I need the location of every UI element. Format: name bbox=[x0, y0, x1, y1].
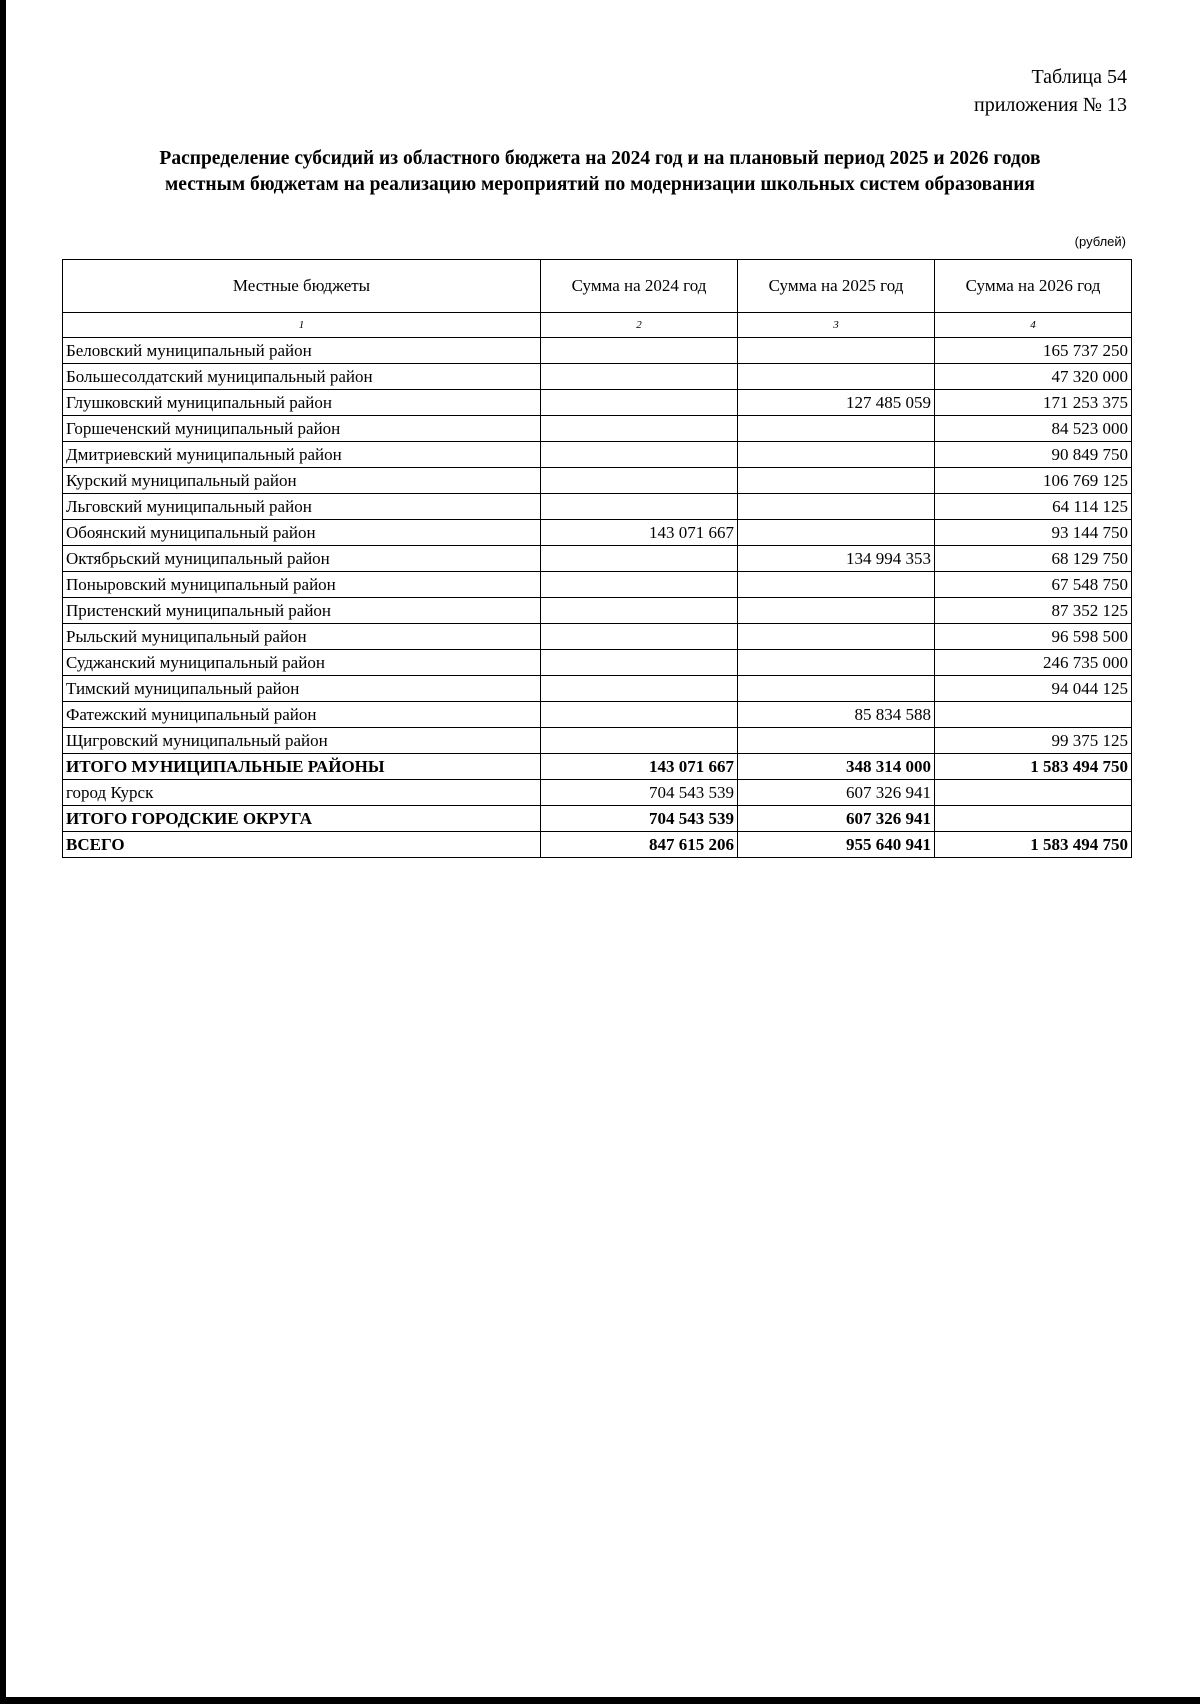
amount-cell-2025 bbox=[738, 728, 935, 754]
budget-name-cell: Суджанский муниципальный район bbox=[63, 650, 541, 676]
amount-cell-2024 bbox=[541, 468, 738, 494]
column-header: Сумма на 2024 год bbox=[541, 260, 738, 313]
table-row bbox=[63, 572, 1132, 598]
amount-cell-2025 bbox=[738, 468, 935, 494]
amount-cell-2026: 246 735 000 bbox=[935, 650, 1132, 676]
amount-cell-2026: 84 523 000 bbox=[935, 416, 1132, 442]
amount-cell-2026: 165 737 250 bbox=[935, 338, 1132, 364]
budget-name-cell: Глушковский муниципальный район bbox=[63, 390, 541, 416]
table-body bbox=[63, 338, 1132, 858]
budget-name-cell: Пристенский муниципальный район bbox=[63, 598, 541, 624]
budget-name-cell: Щигровский муниципальный район bbox=[63, 728, 541, 754]
table-row bbox=[63, 494, 1132, 520]
table-row bbox=[63, 442, 1132, 468]
amount-cell-2026: 106 769 125 bbox=[935, 468, 1132, 494]
amount-cell-2024 bbox=[541, 624, 738, 650]
title-line-1: Распределение субсидий из областного бюджета на 2024 год и на плановый период 2025 и 2026 годов bbox=[159, 148, 1041, 169]
title-line-2: местным бюджетам на реализацию мероприятий по модернизации школьных систем образования bbox=[165, 174, 1035, 195]
amount-cell-2026: 67 548 750 bbox=[935, 572, 1132, 598]
budget-name-cell: Беловский муниципальный район bbox=[63, 338, 541, 364]
amount-cell-2026: 99 375 125 bbox=[935, 728, 1132, 754]
amount-cell-2024 bbox=[541, 494, 738, 520]
amount-cell-2024 bbox=[541, 390, 738, 416]
appendix-label: приложения № 13 bbox=[973, 94, 1127, 116]
budget-name-cell: Тимский муниципальный район bbox=[63, 676, 541, 702]
amount-cell-2024 bbox=[541, 702, 738, 728]
budget-name-cell: ИТОГО МУНИЦИПАЛЬНЫЕ РАЙОНЫ bbox=[63, 754, 541, 780]
amount-cell-2024 bbox=[541, 650, 738, 676]
table-row bbox=[63, 468, 1132, 494]
budget-name-cell: Поныровский муниципальный район bbox=[63, 572, 541, 598]
column-number: 2 bbox=[541, 313, 738, 338]
amount-cell-2026 bbox=[935, 702, 1132, 728]
amount-cell-2026 bbox=[935, 806, 1132, 832]
amount-cell-2025 bbox=[738, 442, 935, 468]
table-row bbox=[63, 624, 1132, 650]
table-row bbox=[63, 546, 1132, 572]
table-row bbox=[63, 650, 1132, 676]
amount-cell-2024: 143 071 667 bbox=[541, 754, 738, 780]
amount-cell-2025: 134 994 353 bbox=[738, 546, 935, 572]
budget-name-cell: Большесолдатский муниципальный район bbox=[63, 364, 541, 390]
amount-cell-2026: 1 583 494 750 bbox=[935, 832, 1132, 858]
budget-name-cell: Дмитриевский муниципальный район bbox=[63, 442, 541, 468]
amount-cell-2025 bbox=[738, 494, 935, 520]
budget-name-cell: Фатежский муниципальный район bbox=[63, 702, 541, 728]
amount-cell-2024 bbox=[541, 676, 738, 702]
budget-name-cell: город Курск bbox=[63, 780, 541, 806]
document-title bbox=[60, 146, 1140, 198]
amount-cell-2024 bbox=[541, 442, 738, 468]
amount-cell-2024 bbox=[541, 728, 738, 754]
budget-name-cell: ВСЕГО bbox=[63, 832, 541, 858]
amount-cell-2025 bbox=[738, 520, 935, 546]
table-row bbox=[63, 676, 1132, 702]
column-header: Сумма на 2025 год bbox=[738, 260, 935, 313]
column-header: Местные бюджеты bbox=[63, 260, 541, 313]
amount-cell-2025: 607 326 941 bbox=[738, 780, 935, 806]
amount-cell-2026: 1 583 494 750 bbox=[935, 754, 1132, 780]
amount-cell-2024: 704 543 539 bbox=[541, 806, 738, 832]
amount-cell-2025: 607 326 941 bbox=[738, 806, 935, 832]
column-number-row bbox=[63, 313, 1132, 338]
table-total-row bbox=[63, 806, 1132, 832]
amount-cell-2025: 348 314 000 bbox=[738, 754, 935, 780]
scan-edge-bottom bbox=[0, 1697, 1200, 1704]
amount-cell-2024: 143 071 667 bbox=[541, 520, 738, 546]
table-row bbox=[63, 416, 1132, 442]
amount-cell-2025 bbox=[738, 650, 935, 676]
table-header-row bbox=[63, 260, 1132, 313]
amount-cell-2025: 85 834 588 bbox=[738, 702, 935, 728]
column-header: Сумма на 2026 год bbox=[935, 260, 1132, 313]
amount-cell-2026: 64 114 125 bbox=[935, 494, 1132, 520]
table-row bbox=[63, 520, 1132, 546]
table-row bbox=[63, 728, 1132, 754]
column-number: 4 bbox=[935, 313, 1132, 338]
budget-name-cell: Рыльский муниципальный район bbox=[63, 624, 541, 650]
column-number: 1 bbox=[63, 313, 541, 338]
table-row bbox=[63, 780, 1132, 806]
amount-cell-2025 bbox=[738, 598, 935, 624]
amount-cell-2025: 955 640 941 bbox=[738, 832, 935, 858]
amount-cell-2024 bbox=[541, 546, 738, 572]
table-total-row bbox=[63, 754, 1132, 780]
budget-name-cell: Октябрьский муниципальный район bbox=[63, 546, 541, 572]
amount-cell-2025 bbox=[738, 676, 935, 702]
amount-cell-2025 bbox=[738, 572, 935, 598]
budget-name-cell: Льговский муниципальный район bbox=[63, 494, 541, 520]
amount-cell-2024 bbox=[541, 338, 738, 364]
amount-cell-2024: 847 615 206 bbox=[541, 832, 738, 858]
budget-name-cell: ИТОГО ГОРОДСКИЕ ОКРУГА bbox=[63, 806, 541, 832]
amount-cell-2026: 47 320 000 bbox=[935, 364, 1132, 390]
amount-cell-2024 bbox=[541, 364, 738, 390]
table-row bbox=[63, 364, 1132, 390]
column-number: 3 bbox=[738, 313, 935, 338]
units-label: (рублей) bbox=[1074, 234, 1126, 249]
amount-cell-2025 bbox=[738, 624, 935, 650]
scan-edge-left bbox=[0, 0, 6, 1704]
amount-cell-2026: 96 598 500 bbox=[935, 624, 1132, 650]
amount-cell-2026: 93 144 750 bbox=[935, 520, 1132, 546]
budget-name-cell: Обоянский муниципальный район bbox=[63, 520, 541, 546]
amount-cell-2026: 68 129 750 bbox=[935, 546, 1132, 572]
budget-name-cell: Курский муниципальный район bbox=[63, 468, 541, 494]
amount-cell-2024 bbox=[541, 572, 738, 598]
table-row bbox=[63, 338, 1132, 364]
amount-cell-2024 bbox=[541, 598, 738, 624]
amount-cell-2025 bbox=[738, 364, 935, 390]
amount-cell-2026: 87 352 125 bbox=[935, 598, 1132, 624]
table-total-row bbox=[63, 832, 1132, 858]
amount-cell-2026: 171 253 375 bbox=[935, 390, 1132, 416]
amount-cell-2025 bbox=[738, 416, 935, 442]
amount-cell-2024: 704 543 539 bbox=[541, 780, 738, 806]
table-number: Таблица 54 bbox=[1031, 66, 1127, 88]
amount-cell-2025: 127 485 059 bbox=[738, 390, 935, 416]
amount-cell-2026: 94 044 125 bbox=[935, 676, 1132, 702]
amount-cell-2026 bbox=[935, 780, 1132, 806]
amount-cell-2026: 90 849 750 bbox=[935, 442, 1132, 468]
subsidy-table bbox=[62, 259, 1132, 858]
amount-cell-2024 bbox=[541, 416, 738, 442]
budget-name-cell: Горшеченский муниципальный район bbox=[63, 416, 541, 442]
amount-cell-2025 bbox=[738, 338, 935, 364]
table-row bbox=[63, 598, 1132, 624]
table-row bbox=[63, 702, 1132, 728]
table-row bbox=[63, 390, 1132, 416]
